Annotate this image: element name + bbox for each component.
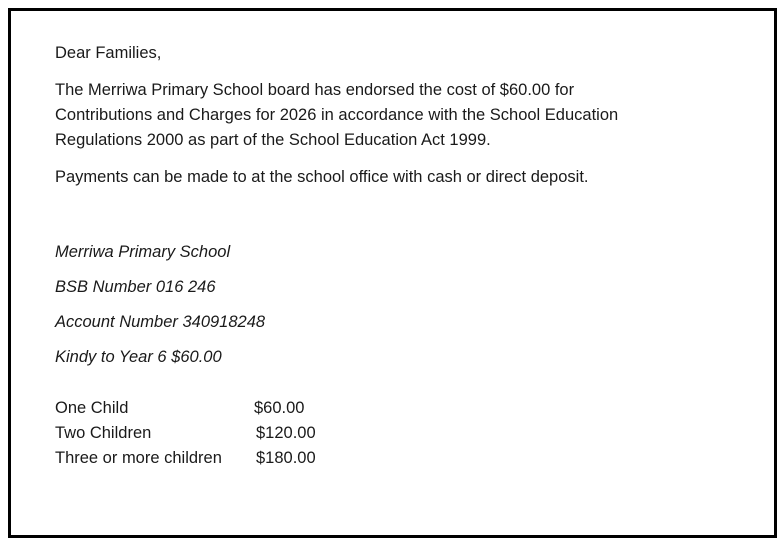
account-name: Merriwa Primary School xyxy=(55,243,231,261)
fee-label: Three or more children xyxy=(55,449,222,467)
paragraph-1-line-2: Contributions and Charges for 2026 in accordance with the School Education xyxy=(55,106,619,124)
paragraph-1-line-1: The Merriwa Primary School board has endorsed the cost of $60.00 for xyxy=(55,81,575,99)
paragraph-1-line-3: Regulations 2000 as part of the School Education Act 1999. xyxy=(55,131,491,149)
fee-label: Two Children xyxy=(55,424,152,442)
paragraph-2: Payments can be made to at the school office with cash or direct deposit. xyxy=(55,168,589,186)
fee-label: One Child xyxy=(55,399,129,417)
bsb-number: BSB Number 016 246 xyxy=(55,278,216,296)
fee-amount: $60.00 xyxy=(254,399,305,417)
fee-amount: $180.00 xyxy=(256,449,316,467)
greeting: Dear Families, xyxy=(55,44,162,62)
fee-summary: Kindy to Year 6 $60.00 xyxy=(55,348,222,366)
account-number: Account Number 340918248 xyxy=(55,313,266,331)
fee-amount: $120.00 xyxy=(256,424,316,442)
